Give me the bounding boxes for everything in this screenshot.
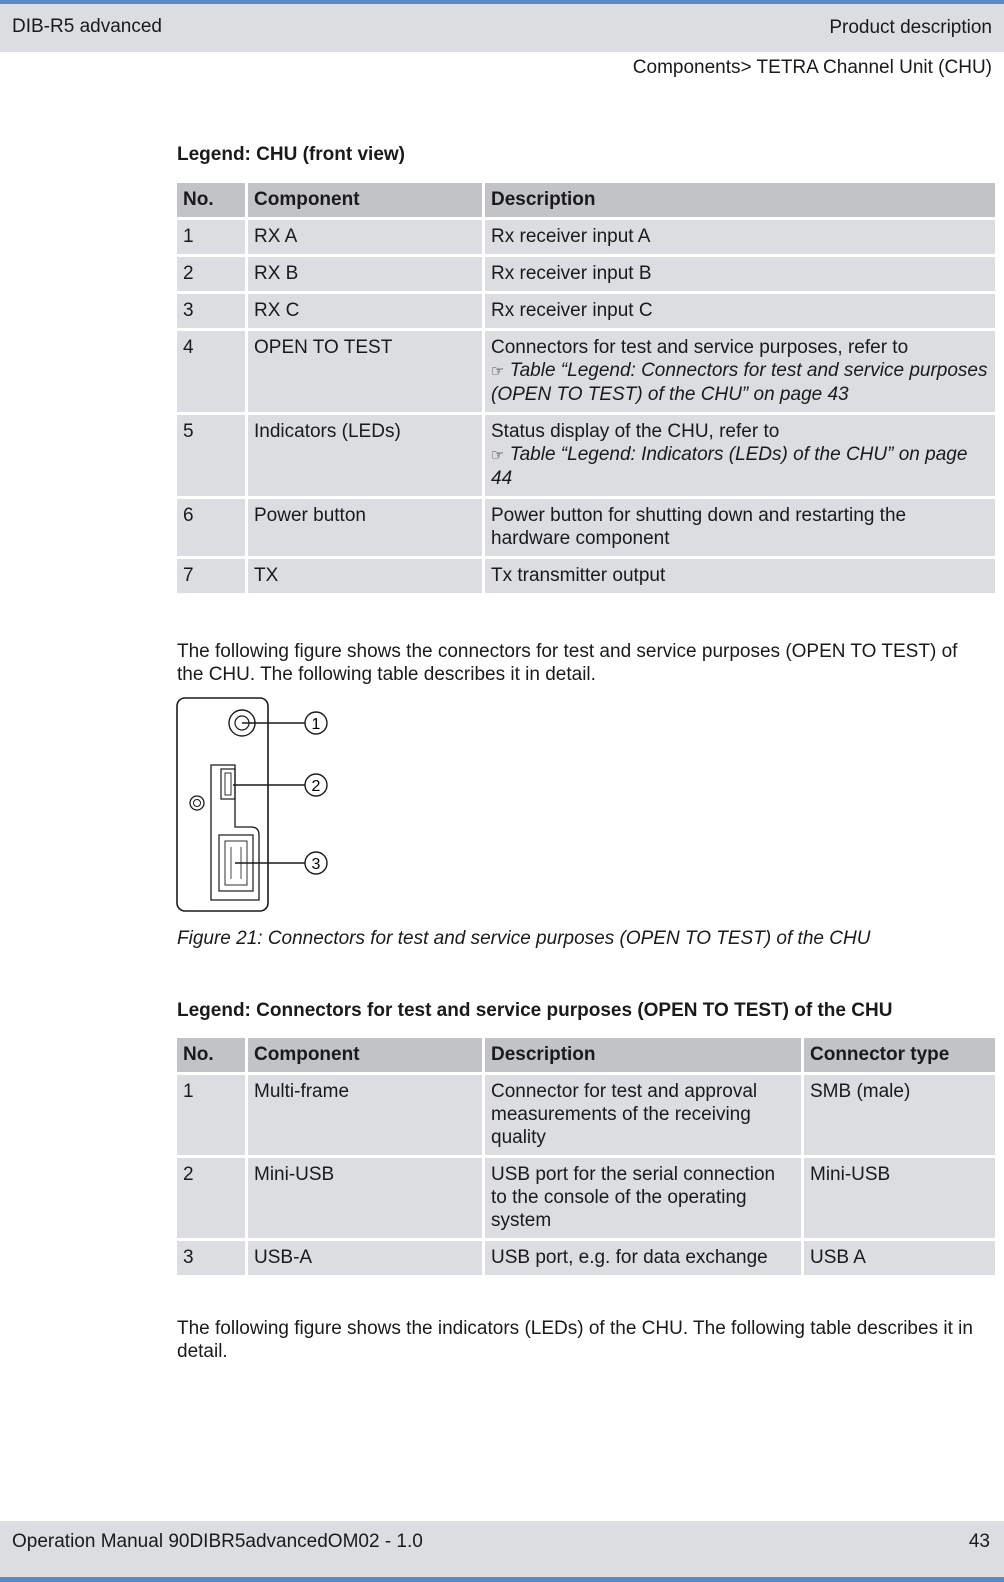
cell-no: 2 (177, 1158, 245, 1238)
cell-connector-type: SMB (male) (804, 1075, 995, 1155)
table-row (177, 415, 995, 496)
cell-component: RX C (248, 294, 482, 328)
cell-no: 7 (177, 559, 245, 593)
cell-component: TX (248, 559, 482, 593)
document-title: DIB-R5 advanced (12, 16, 162, 37)
legend2-title: Legend: Connectors for test and service purposes (OPEN TO TEST) of the CHU (177, 1000, 893, 1021)
manual-id: Operation Manual 90DIBR5advancedOM02 - 1.0 (12, 1531, 423, 1552)
closing-paragraph: The following figure shows the indicators (LEDs) of the CHU. The following table describes it in detail. (177, 1318, 973, 1362)
breadcrumb: Components> TETRA Channel Unit (CHU) (632, 57, 992, 78)
page-footer (0, 1521, 1004, 1578)
cell-no: 3 (177, 294, 245, 328)
cell-component: Power button (248, 499, 482, 556)
hand-pointing-icon: ☞ (491, 447, 505, 464)
figure-caption: Figure 21: Connectors for test and service purposes (OPEN TO TEST) of the CHU (177, 928, 871, 949)
hand-pointing-icon: ☞ (491, 363, 505, 380)
column-header: Description (485, 1038, 801, 1072)
cell-no: 1 (177, 1075, 245, 1155)
cell-description: Rx receiver input C (485, 294, 995, 328)
table-row (177, 294, 995, 328)
table-row (177, 220, 995, 254)
cell-component: Mini-USB (248, 1158, 482, 1238)
cell-connector-type: Mini-USB (804, 1158, 995, 1238)
table-row (177, 1075, 995, 1155)
cell-description: Rx receiver input A (485, 220, 995, 254)
cell-component: Multi-frame (248, 1075, 482, 1155)
cell-description (485, 331, 995, 412)
table-header-row (177, 183, 995, 217)
cell-description: USB port for the serial connection to the console of the operating system (485, 1158, 801, 1238)
cell-no: 4 (177, 331, 245, 412)
callout-number: 2 (311, 778, 321, 795)
table-row (177, 499, 995, 556)
cell-no: 3 (177, 1241, 245, 1275)
cell-description: Rx receiver input B (485, 257, 995, 291)
legend1-title: Legend: CHU (front view) (177, 144, 405, 165)
description-text: Status display of the CHU, refer to (491, 421, 780, 442)
cell-connector-type: USB A (804, 1241, 995, 1275)
cell-description: Connector for test and approval measurements of the receiving quality (485, 1075, 801, 1155)
table-row (177, 559, 995, 593)
intro-paragraph: The following figure shows the connectors for test and service purposes (OPEN TO TEST) of the CHU. The following table describes it in detail. (177, 641, 958, 685)
table-row (177, 257, 995, 291)
bottom-accent-bar (0, 1577, 1004, 1582)
cell-no: 6 (177, 499, 245, 556)
page-header (0, 4, 1004, 52)
cross-reference-link[interactable]: Table “Legend: Connectors for test and service purposes (OPEN TO TEST) of the CHU” on page 43 (491, 360, 988, 405)
table-header-row (177, 1038, 995, 1072)
column-header: Component (248, 183, 482, 217)
column-header: No. (177, 183, 245, 217)
column-header: Component (248, 1038, 482, 1072)
callout-number: 1 (311, 716, 321, 733)
cell-no: 5 (177, 415, 245, 496)
legend2-table (174, 1035, 998, 1278)
cell-no: 1 (177, 220, 245, 254)
column-header: Connector type (804, 1038, 995, 1072)
cell-component: RX B (248, 257, 482, 291)
cell-description: USB port, e.g. for data exchange (485, 1241, 801, 1275)
cell-component: USB-A (248, 1241, 482, 1275)
page-number: 43 (968, 1531, 990, 1552)
table-row (177, 331, 995, 412)
column-header: Description (485, 183, 995, 217)
cell-component: OPEN TO TEST (248, 331, 482, 412)
column-header: No. (177, 1038, 245, 1072)
connector-panel-drawing (175, 695, 335, 915)
table-row (177, 1158, 995, 1238)
table-row (177, 1241, 995, 1275)
description-text: Connectors for test and service purposes, refer to (491, 337, 909, 358)
cell-description: Tx transmitter output (485, 559, 995, 593)
cross-reference-link[interactable]: Table “Legend: Indicators (LEDs) of the CHU” on page 44 (491, 444, 968, 489)
callout-number: 3 (311, 856, 321, 873)
cell-description (485, 415, 995, 496)
cell-component: Indicators (LEDs) (248, 415, 482, 496)
section-title: Product description (829, 17, 992, 38)
legend1-table (174, 180, 998, 596)
cell-no: 2 (177, 257, 245, 291)
cell-description: Power button for shutting down and restarting the hardware component (485, 499, 995, 556)
open-to-test-figure (175, 695, 335, 915)
cell-component: RX A (248, 220, 482, 254)
